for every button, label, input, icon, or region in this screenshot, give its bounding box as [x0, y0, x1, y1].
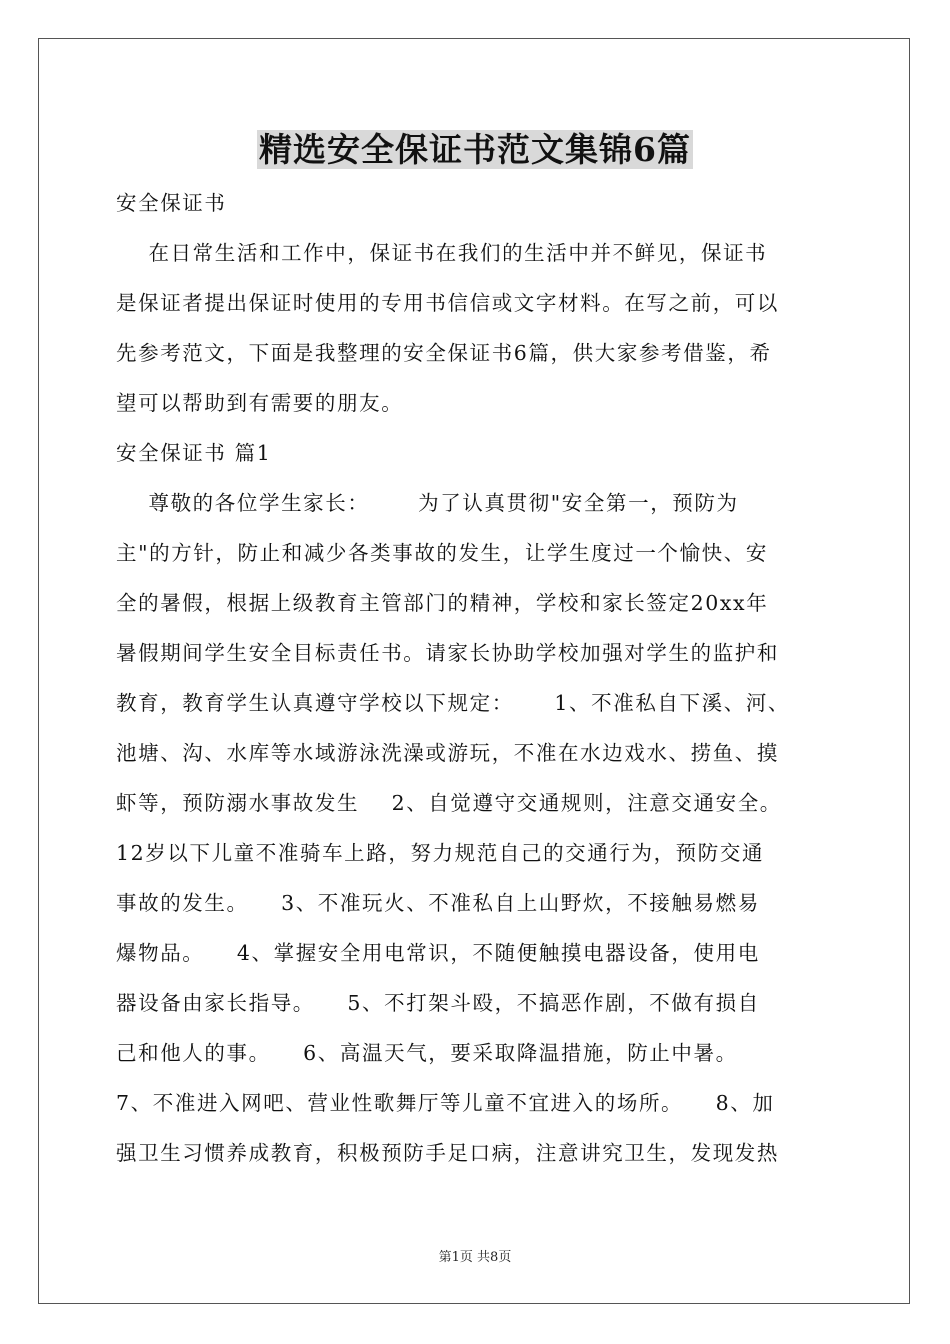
- article-heading: 安全保证书 篇1: [116, 441, 272, 465]
- body-line: 己和他人的事。 6、高温天气，要采取降温措施，防止中暑。: [116, 1041, 738, 1065]
- body-line: 12岁以下儿童不准骑车上路，努力规范自己的交通行为，预防交通: [116, 841, 765, 865]
- body-line: 7、不准进入网吧、营业性歌舞厅等儿童不宜进入的场所。 8、加: [116, 1091, 775, 1115]
- body-line: 爆物品。 4、掌握安全用电常识，不随便触摸电器设备，使用电: [116, 941, 760, 965]
- section-heading: 安全保证书: [116, 191, 227, 215]
- body-line: 主"的方针，防止和减少各类事故的发生，让学生度过一个愉快、安: [116, 541, 768, 565]
- intro-line: 在日常生活和工作中，保证书在我们的生活中并不鲜见，保证书: [116, 241, 768, 265]
- document-title: 精选安全保证书范文集锦6篇: [259, 130, 691, 169]
- body-line: 虾等，预防溺水事故发生 2、自觉遵守交通规则，注意交通安全。: [116, 791, 782, 815]
- body-line: 强卫生习惯养成教育，积极预防手足口病，注意讲究卫生，发现发热: [116, 1141, 779, 1165]
- body-line: 池塘、沟、水库等水域游泳洗澡或游玩，不准在水边戏水、捞鱼、摸: [116, 741, 779, 765]
- body-line: 暑假期间学生安全目标责任书。请家长协助学校加强对学生的监护和: [116, 641, 779, 665]
- page-footer: 第1页 共8页: [438, 1250, 512, 1265]
- intro-line: 望可以帮助到有需要的朋友。: [116, 391, 404, 415]
- body-line: 尊敬的各位学生家长： 为了认真贯彻"安全第一，预防为: [116, 491, 739, 515]
- body-line: 全的暑假，根据上级教育主管部门的精神，学校和家长签定20xx年: [116, 591, 769, 615]
- intro-line: 是保证者提出保证时使用的专用书信信或文字材料。在写之前，可以: [116, 291, 779, 315]
- intro-line: 先参考范文，下面是我整理的安全保证书6篇，供大家参考借鉴，希: [116, 341, 772, 365]
- body-line: 事故的发生。 3、不准玩火、不准私自上山野炊，不接触易燃易: [116, 891, 760, 915]
- body-line: 教育，教育学生认真遵守学校以下规定： 1、不准私自下溪、河、: [116, 691, 791, 715]
- body-line: 器设备由家长指导。 5、不打架斗殴，不搞恶作剧，不做有损自: [116, 991, 760, 1015]
